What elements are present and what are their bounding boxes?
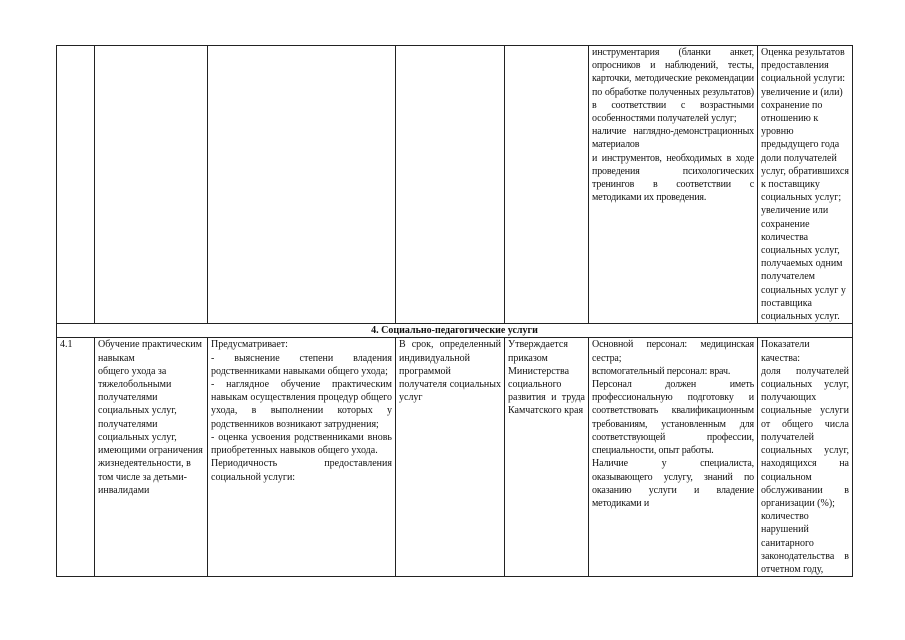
cell-term: [396, 46, 505, 324]
cell-number: 4.1: [57, 338, 95, 577]
cell-quality: Оценка результатов предоставления социальной услуги: увеличение и (или) сохранение по отношению к уровню предыдущего года доли получателей услуг, обратившихся к поставщику социальных услуг; увеличение или сохранение количества социальных услуг, получаемых одним получателем социальных услуг у поставщика социальных услуг.: [758, 46, 853, 324]
table-row-4-1: [57, 338, 853, 577]
section-header-row: [57, 324, 853, 338]
cell-tariff: [505, 46, 589, 324]
services-table: [56, 45, 853, 577]
cell-personnel: инструментария (бланки анкет, опросников и наблюдений, тесты, карточки, методические рекомендации по обработке полученных результатов) в соответствии с возрастными особенностями получателей услуг; наличие наглядно-демонстрационных материалов и инструментов, необходимых в ходе проведения психологических тренингов в соответствии с методиками их проведения.: [589, 46, 758, 324]
cell-quality: Показатели качества: доля получателей социальных услуг, получающих социальные услуги от общего числа получателей социальных услуг, находящихся на социальном обслуживании в организации (%); количество нарушений санитарного законодательства в отчетном году,: [758, 338, 853, 577]
cell-description: [208, 46, 396, 324]
cell-term: В срок, определенный индивидуальной программой получателя социальных услуг: [396, 338, 505, 577]
description-text: Предусматривает: - выяснение степени владения родственниками навыками общего ухода; - наглядное обучение практическим навыкам осуществления процедур общего ухода, в выполнении которых у родственников возникают затруднения; - оценка усвоения родственниками вновь приобретенных навыков общего ухода.: [211, 339, 392, 457]
periodicity-text: Периодичность предоставления социальной услуги:: [211, 458, 392, 483]
cell-personnel: Основной персонал: медицинская сестра; вспомогательный персонал: врач. Персонал должен иметь профессиональную подготовку и соответствовать квалификационным требованиям, установленным для соответствующей профессии, специальности, опыт работы. Наличие у специалиста, оказывающего услугу, знаний по оказанию услуги и владение методиками и: [589, 338, 758, 577]
cell-name: [95, 46, 208, 324]
cell-number: [57, 46, 95, 324]
section-title: 4. Социально-педагогические услуги: [57, 324, 853, 338]
table-row-continuation: [57, 46, 853, 324]
cell-description: [208, 338, 396, 577]
cell-name: Обучение практическим навыкам общего ухода за тяжелобольными получателями социальных услуг, получателями социальных услуг, имеющими ограничения жизнедеятельности, в том числе за детьми-инвалидами: [95, 338, 208, 577]
cell-tariff: Утверждается приказом Министерства социального развития и труда Камчатского края: [505, 338, 589, 577]
